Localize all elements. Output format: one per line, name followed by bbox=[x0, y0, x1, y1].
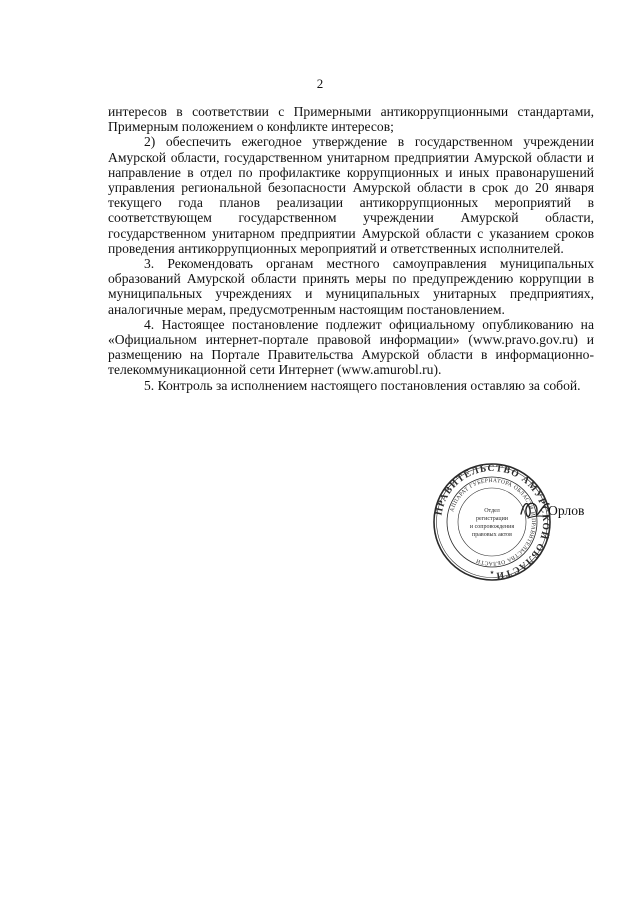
signatory-name: Орлов bbox=[548, 503, 585, 518]
stamp-center-line-2: регистрации bbox=[476, 516, 508, 522]
stamp-center-line-1: Отдел bbox=[484, 508, 500, 514]
stamp-center-line-3: и сопровождения bbox=[469, 524, 515, 530]
page-number: 2 bbox=[316, 76, 324, 91]
document-body bbox=[108, 104, 594, 393]
paragraph-point-5: 5. Контроль за исполнением настоящего постановления оставляю за собой. bbox=[144, 377, 581, 393]
paragraph-item-2: 2) обеспечить ежегодное утверждение в государственном учреждении Амурской области, государственном унитарном предприятии Амурской области и направление в отдел по профилактике коррупционных и иных правонарушений управления региональной безопасности Амурской области в срок до 20 января текущего года планов реализации антикоррупционных мероприятий в соответствующем государственном учреждении Амурской области, государственном унитарном предприятии Амурской области с указанием сроков проведения антикоррупционных мероприятий и ответственных исполнителей. bbox=[108, 134, 594, 256]
stamp-star-icon: ★ bbox=[489, 570, 495, 576]
stamp-inner-text: АППАРАТ ГУБЕРНАТОРА ОБЛАСТИ И ПРАВИТЕЛЬСТВА ОБЛАСТИ bbox=[449, 477, 537, 567]
stamp-center-line-4: правовых актов bbox=[472, 532, 512, 538]
signature-scribble bbox=[518, 496, 552, 524]
stamp-outer-text: ПРАВИТЕЛЬСТВО АМУРСКОЙ ОБЛАСТИ bbox=[434, 463, 551, 581]
paragraph-continuation: интересов в соответствии с Примерными антикоррупционными стандартами, Примерным положением о конфликте интересов; bbox=[108, 104, 594, 135]
paragraph-point-4: 4. Настоящее постановление подлежит официальному опубликованию на «Официальном интернет-портале правовой информации» (www.pravo.gov.ru) и размещению на Портале Правительства Амурской области в информационно-телекоммуникационной сети Интернет (www.amurobl.ru). bbox=[108, 316, 594, 378]
paragraph-point-3: 3. Рекомендовать органам местного самоуправления муниципальных образований Амурской области принять меры по предупреждению коррупции в муниципальных учреждениях и муниципальных унитарных предприятиях, аналогичные мерам, предусмотренным настоящим постановлением. bbox=[108, 256, 594, 317]
